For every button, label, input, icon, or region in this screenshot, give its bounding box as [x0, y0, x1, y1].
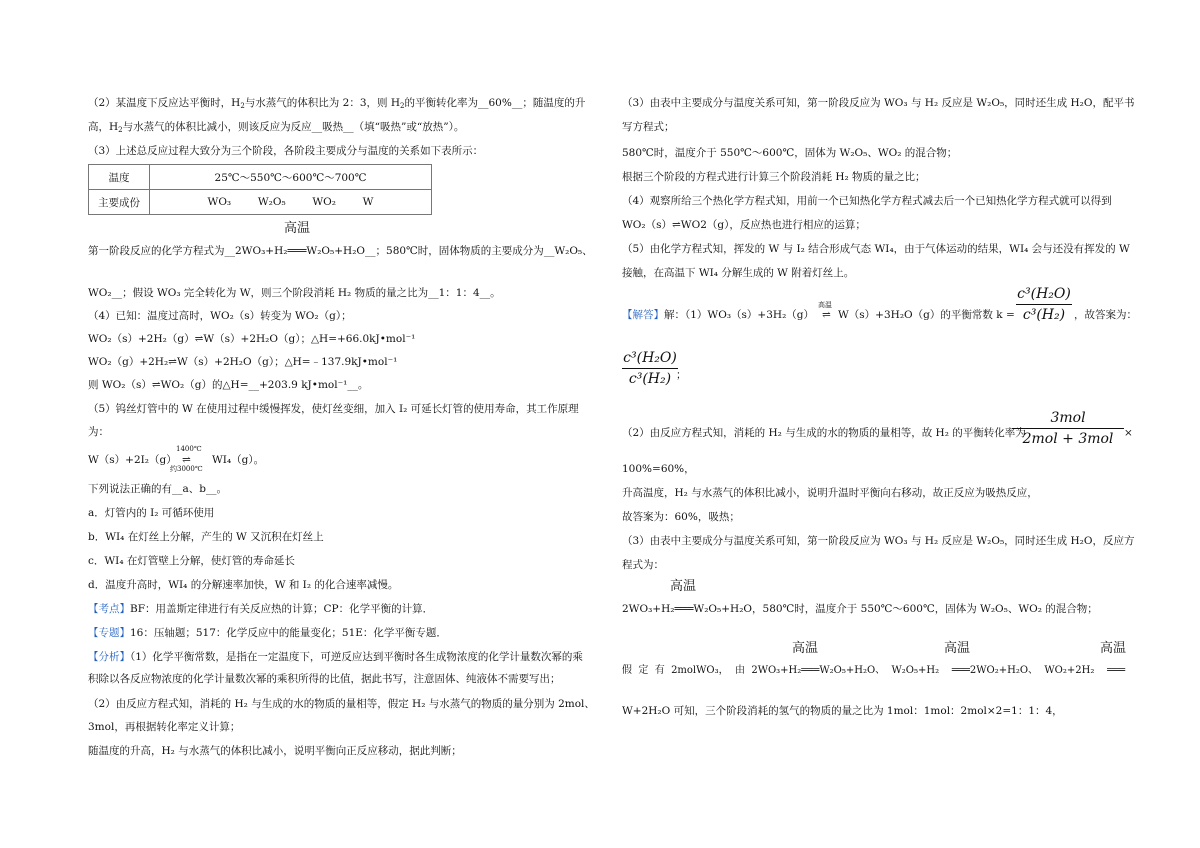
- r3-gaowen: 高温: [670, 579, 697, 594]
- r2-line-b: 100%=60%，: [622, 463, 695, 475]
- r3-line-e: W+2H₂O 可知，三个阶段消耗的氢气的物质的量之比为 1mol：1mol：2mol×2=1：1：4，: [622, 705, 1063, 717]
- jieda-line: 【解答】解：（1）WO₃（s）+3H₂（g）: [622, 309, 814, 321]
- k-denominator: c³(H₂): [1022, 307, 1066, 323]
- conversion-fraction: [1012, 410, 1124, 447]
- answer-ratio: __1：1：4__: [428, 287, 491, 299]
- r-line-1: （3）由表中主要成分与温度关系可知，第一阶段反应为 WO₃ 与 H₂ 反应是 W₂O₅，同时还生成 H₂O，配平书: [622, 97, 1135, 109]
- answer-conversion: __60%__: [477, 97, 523, 109]
- k-numerator: c³(H₂O): [1017, 286, 1071, 302]
- r2-line-a: （2）由反应方程式知，消耗的 H₂ 与生成的水的物质的量相等，故 H₂ 的平衡转化率为: [622, 427, 1026, 439]
- answer-stage1-eq: __2WO₃+H₂═══W₂O₅+H₂O__: [224, 245, 376, 257]
- q5-reaction: W（s）+2I₂（g）: [88, 454, 177, 466]
- option-b: b．WI₄ 在灯丝上分解，产生的 W 又沉积在灯丝上: [88, 531, 324, 543]
- table-header-temp: 温度: [89, 165, 150, 190]
- answer-delta-h: __+203.9 kJ•mol⁻¹__: [248, 379, 358, 391]
- r3-line-b: 程式为：: [622, 559, 664, 571]
- k2-numerator: c³(H₂O): [623, 350, 677, 366]
- r-line-8: 接触，在高温下 WI₄ 分解生成的 W 附着灯丝上。: [622, 267, 855, 279]
- q4-intro: （4）已知：温度过高时，WO₂（s）转变为 WO₂（g）；: [88, 310, 352, 322]
- zhuanti-tag: 【专题】: [88, 627, 130, 639]
- condition-gaowen: 高温: [284, 221, 311, 236]
- jieda-tag: 【解答】: [622, 309, 664, 321]
- table-header-range: 25℃～550℃～600℃～700℃: [150, 165, 432, 190]
- r2-line-d: 故答案为：60%，吸热；: [622, 511, 740, 523]
- q5-line-2: 为：: [88, 426, 109, 438]
- q4-equation-2: WO₂（g）+2H₂⇌W（s）+2H₂O（g）；△H=﹣137.9kJ•mol⁻¹: [88, 356, 398, 368]
- r3-gaowen-1: 高温: [792, 641, 819, 656]
- fenxi-line-3: （2）由反应方程式知，消耗的 H₂ 与生成的水的物质的量相等，假定 H₂ 与水蒸气的物质的量分别为 2mol、: [88, 698, 595, 710]
- equilibrium-constant-fraction: [1016, 286, 1072, 323]
- r-line-2: 写方程式；: [622, 121, 675, 133]
- jieda-answer-label: ，故答案为：: [1074, 309, 1137, 321]
- r-line-5: （4）观察所给三个热化学方程式知，用前一个已知热化学方程式减去后一个已知热化学方程式就可以得到: [622, 195, 1112, 207]
- q2-line-2: 高，$H_2$与水蒸气的体积比减小，则该反应为反应__吸热__（填“吸热”或“放热”）。: [88, 121, 465, 134]
- r3-gaowen-2: 高温: [944, 641, 971, 656]
- r3-line-c: 2WO₃+H₂═══W₂O₅+H₂O，580℃时，温度介于 550℃～600℃，固体为 W₂O₅、WO₂ 的混合物；: [622, 603, 1098, 615]
- jieda-product: W（s）+3H₂O（g）的平衡常数 k: [838, 309, 1003, 321]
- r3-gaowen-3: 高温: [1100, 641, 1127, 656]
- kaodian-tag: 【考点】: [88, 603, 130, 615]
- conversion-times: ×: [1124, 427, 1133, 439]
- kaodian-line: 【考点】BF：用盖斯定律进行有关反应热的计算；CP：化学平衡的计算．: [88, 603, 434, 615]
- stage2-line: WO₂__；假设 WO₃ 完全转化为 W，则三个阶段消耗 H₂ 物质的量之比为__1：1：4__。: [88, 287, 501, 299]
- table-row-label: 主要成份: [89, 190, 150, 215]
- table-row-values: WO₃ W₂O₅ WO₂ W: [150, 190, 432, 215]
- answer-k-fraction: [622, 350, 678, 387]
- r-line-7: （5）由化学方程式知，挥发的 W 与 I₂ 结合形成气态 WI₄，由于气体运动的结果，WI₄ 会与还没有挥发的 W: [622, 243, 1130, 255]
- conversion-numerator: 3mol: [1050, 410, 1086, 426]
- option-c: c．WI₄ 在灯管壁上分解，使灯管的寿命延长: [88, 555, 295, 567]
- q4-equation-1: WO₂（s）+2H₂（g）⇌W（s）+2H₂O（g）；△H=+66.0kJ•mol⁻¹: [88, 333, 416, 345]
- zhuanti-line: 【专题】16：压轴题；517：化学反应中的能量变化；51E：化学平衡专题．: [88, 627, 447, 639]
- q5-arrow: ⇌: [182, 454, 191, 466]
- r-line-3: 580℃时，温度介于 550℃～600℃，固体为 W₂O₅、WO₂ 的混合物；: [622, 147, 958, 159]
- fenxi-line-4: 3mol，再根据转化率定义计算；: [88, 721, 241, 733]
- fenxi-tag: 【分析】: [88, 651, 130, 663]
- jieda-arrow: ⇌: [822, 309, 831, 321]
- jieda-equals: =: [1006, 309, 1015, 321]
- option-a: a．灯管内的 I₂ 可循环使用: [88, 507, 215, 519]
- q3-intro: （3）上述总反应过程大致分为三个阶段，各阶段主要成分与温度的关系如下表所示：: [88, 145, 484, 157]
- r-line-6: WO₂（s）⇌WO2（g），反应热也进行相应的运算；: [622, 219, 866, 231]
- q2-line-1: （2）某温度下反应达平衡时，$H_2$与水蒸气的体积比为 2：3，则 $H_2$的平衡转化率为__60%__；随温度的升: [88, 97, 586, 110]
- conversion-denominator: 2mol + 3mol: [1022, 431, 1114, 447]
- q5-cond-top: 1400℃: [176, 445, 202, 453]
- answer-heat: __吸热__: [311, 121, 354, 133]
- fenxi-line-1: 【分析】（1）化学平衡常数，是指在一定温度下，可逆反应达到平衡时各生成物浓度的化学计量数次幂的乘: [88, 651, 583, 663]
- q4-equation-3: 则 WO₂（s）⇌WO₂（g）的△H=__+203.9 kJ•mol⁻¹__。: [88, 379, 369, 391]
- r2-line-c: 升高温度，H₂ 与水蒸气的体积比减小，说明升温时平衡向右移动，故正反应为吸热反应，: [622, 487, 1038, 499]
- answer-solid-580: __W₂O₅、: [543, 245, 593, 257]
- answer-options: __a、b__: [172, 483, 217, 495]
- k2-denominator: c³(H₂): [628, 371, 672, 387]
- jieda-cond: 高温: [818, 301, 832, 309]
- q5-line-1: （5）钨丝灯管中的 W 在使用过程中缓慢挥发，使灯丝变细，加入 I₂ 可延长灯管的使用寿命，其工作原理: [88, 403, 579, 415]
- r3-line-d: 假 定 有 2molWO₃， 由 2WO₃+H₂═══W₂O₅+H₂O、 W₂O₅+H₂ ═══2WO₂+H₂O、 WO₂+2H₂ ═══: [622, 665, 1126, 676]
- answer-k-end: ；: [676, 369, 687, 381]
- q5-question: 下列说法正确的有__a、b__。: [88, 483, 227, 495]
- stage-table: [88, 164, 432, 215]
- r3-line-a: （3）由表中主要成分与温度关系可知，第一阶段反应为 WO₃ 与 H₂ 反应是 W₂O₅，同时还生成 H₂O，反应方: [622, 535, 1135, 547]
- option-d: d．温度升高时，WI₄ 的分解速率加快，W 和 I₂ 的化合速率减慢。: [88, 579, 399, 591]
- q5-product: WI₄（g）。: [212, 454, 265, 466]
- r-line-4: 根据三个阶段的方程式进行计算三个阶段消耗 H₂ 物质的量之比；: [622, 171, 926, 183]
- q5-cond-bottom: 约3000℃: [170, 465, 203, 473]
- fenxi-line-5: 随温度的升高，H₂ 与水蒸气的体积比减小，说明平衡向正反应移动，据此判断；: [88, 745, 462, 757]
- stage1-line: 第一阶段反应的化学方程式为__2WO₃+H₂═══W₂O₅+H₂O__；580℃时，固体物质的主要成分为__W₂O₅、: [88, 245, 593, 257]
- fenxi-line-2: 积除以各反应物浓度的化学计量数次幂的乘积所得的比值，据此书写，注意固体、纯液体不需要写出；: [88, 673, 561, 685]
